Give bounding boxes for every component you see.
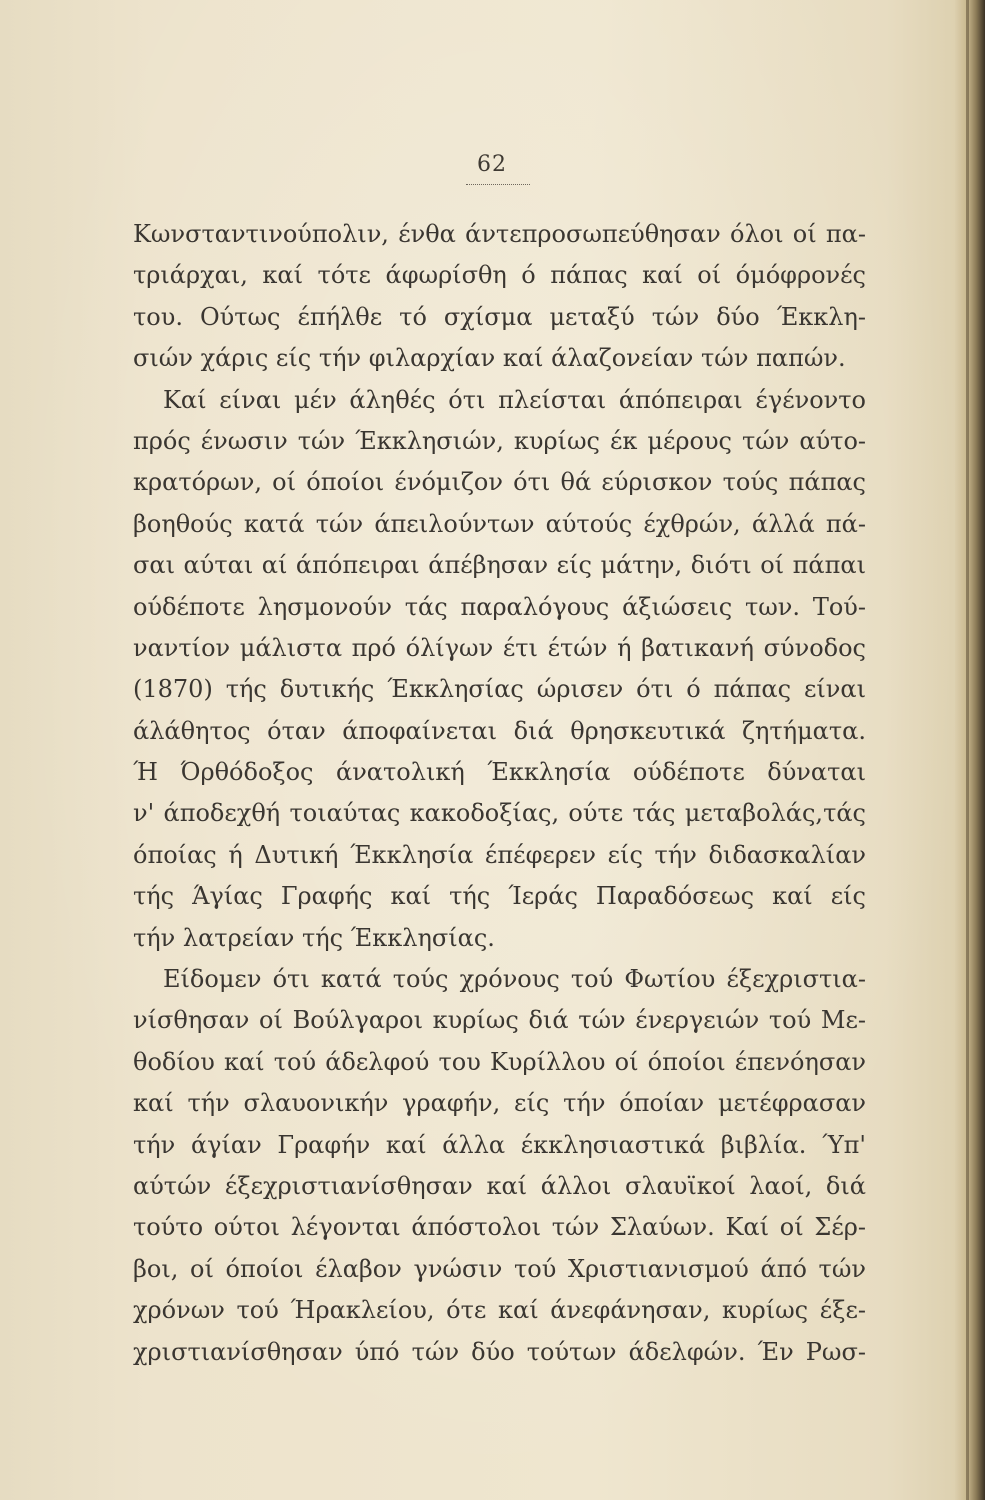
text-line: ούδέποτε λησμονούν τάς παραλόγους άξιώσεις των. Τού- — [133, 592, 866, 621]
text-line: βοηθούς κατά τών άπειλούντων αύτούς έχθρών, άλλά πά- — [133, 509, 866, 538]
text-line: σιών χάρις είς τήν φιλαρχίαν καί άλαζονείαν τών παπών. — [133, 344, 846, 373]
text-line: άλάθητος όταν άποφαίνεται διά θρησκευτικά ζητήματα. — [133, 716, 866, 745]
page-edge — [955, 0, 985, 1500]
text-line: τριάρχαι, καί τότε άφωρίσθη ό πάπας καί οί όμόφρονές — [133, 261, 866, 290]
text-line: βοι, οί όποίοι έλαβον γνώσιν τού Χριστιανισμού άπό τών — [133, 1254, 866, 1283]
text-line: χρόνων τού Ήρακλείου, ότε καί άνεφάνησαν, κυρίως έξε- — [133, 1296, 866, 1325]
text-line: κρατόρων, οί όποίοι ένόμιζον ότι θά εύρισκον τούς πάπας — [133, 468, 866, 497]
text-line: νίσθησαν οί Βούλγαροι κυρίως διά τών ένεργειών τού Με- — [133, 1006, 866, 1035]
text-line: Είδομεν ότι κατά τούς χρόνους τού Φωτίου έξεχριστια- — [163, 965, 866, 994]
text-line: θοδίου καί τού άδελφού του Κυρίλλου οί όποίοι έπενόησαν — [133, 1047, 866, 1076]
text-line: τής Άγίας Γραφής καί τής Ίεράς Παραδόσεως καί είς — [133, 882, 866, 911]
text-line: όποίας ή Δυτική Έκκλησία έπέφερεν είς τήν διδασκαλίαν — [133, 840, 866, 869]
page-edge-shadow — [966, 0, 969, 1500]
text-line: αύτών έξεχριστιανίσθησαν καί άλλοι σλαυϊκοί λαοί, διά — [133, 1171, 866, 1200]
body-text — [133, 214, 866, 1373]
text-line: σαι αύται αί άπόπειραι άπέβησαν είς μάτην, διότι οί πάπαι — [133, 551, 866, 580]
page-number-rule — [466, 184, 530, 185]
text-line: Κωνσταντινούπολιν, ένθα άντεπροσωπεύθησαν όλοι οί πα- — [133, 220, 866, 248]
text-line: τήν λατρείαν τής Έκκλησίας. — [133, 923, 495, 952]
text-line: πρός ένωσιν τών Έκκλησιών, κυρίως έκ μέρους τών αύτο- — [133, 426, 866, 455]
text-line: χριστιανίσθησαν ύπό τών δύο τούτων άδελφών. Έν Ρωσ- — [133, 1337, 866, 1366]
text-line: καί τήν σλαυονικήν γραφήν, είς τήν όποίαν μετέφρασαν — [133, 1089, 866, 1118]
text-line: (1870) τής δυτικής Έκκλησίας ώρισεν ότι ό πάπας είναι — [133, 675, 866, 704]
page-number: 62 — [477, 152, 507, 177]
text-line: Ή Όρθόδοξος άνατολική Έκκλησία ούδέποτε δύναται — [133, 758, 866, 787]
text-line: ν' άποδεχθή τοιαύτας κακοδοξίας, ούτε τάς μεταβολάς,τάς — [133, 799, 866, 828]
text-line: τούτο ούτοι λέγονται άπόστολοι τών Σλαύων. Καί οί Σέρ- — [133, 1213, 866, 1242]
text-line: τήν άγίαν Γραφήν καί άλλα έκκλησιαστικά βιβλία. Ύπ' — [133, 1130, 866, 1159]
text-line: ναντίον μάλιστα πρό όλίγων έτι έτών ή βατικανή σύνοδος — [133, 633, 866, 662]
text-line: του. Ούτως έπήλθε τό σχίσμα μεταξύ τών δύο Έκκλη- — [133, 302, 866, 331]
text-line: Καί είναι μέν άληθές ότι πλείσται άπόπειραι έγένοντο — [163, 385, 866, 414]
